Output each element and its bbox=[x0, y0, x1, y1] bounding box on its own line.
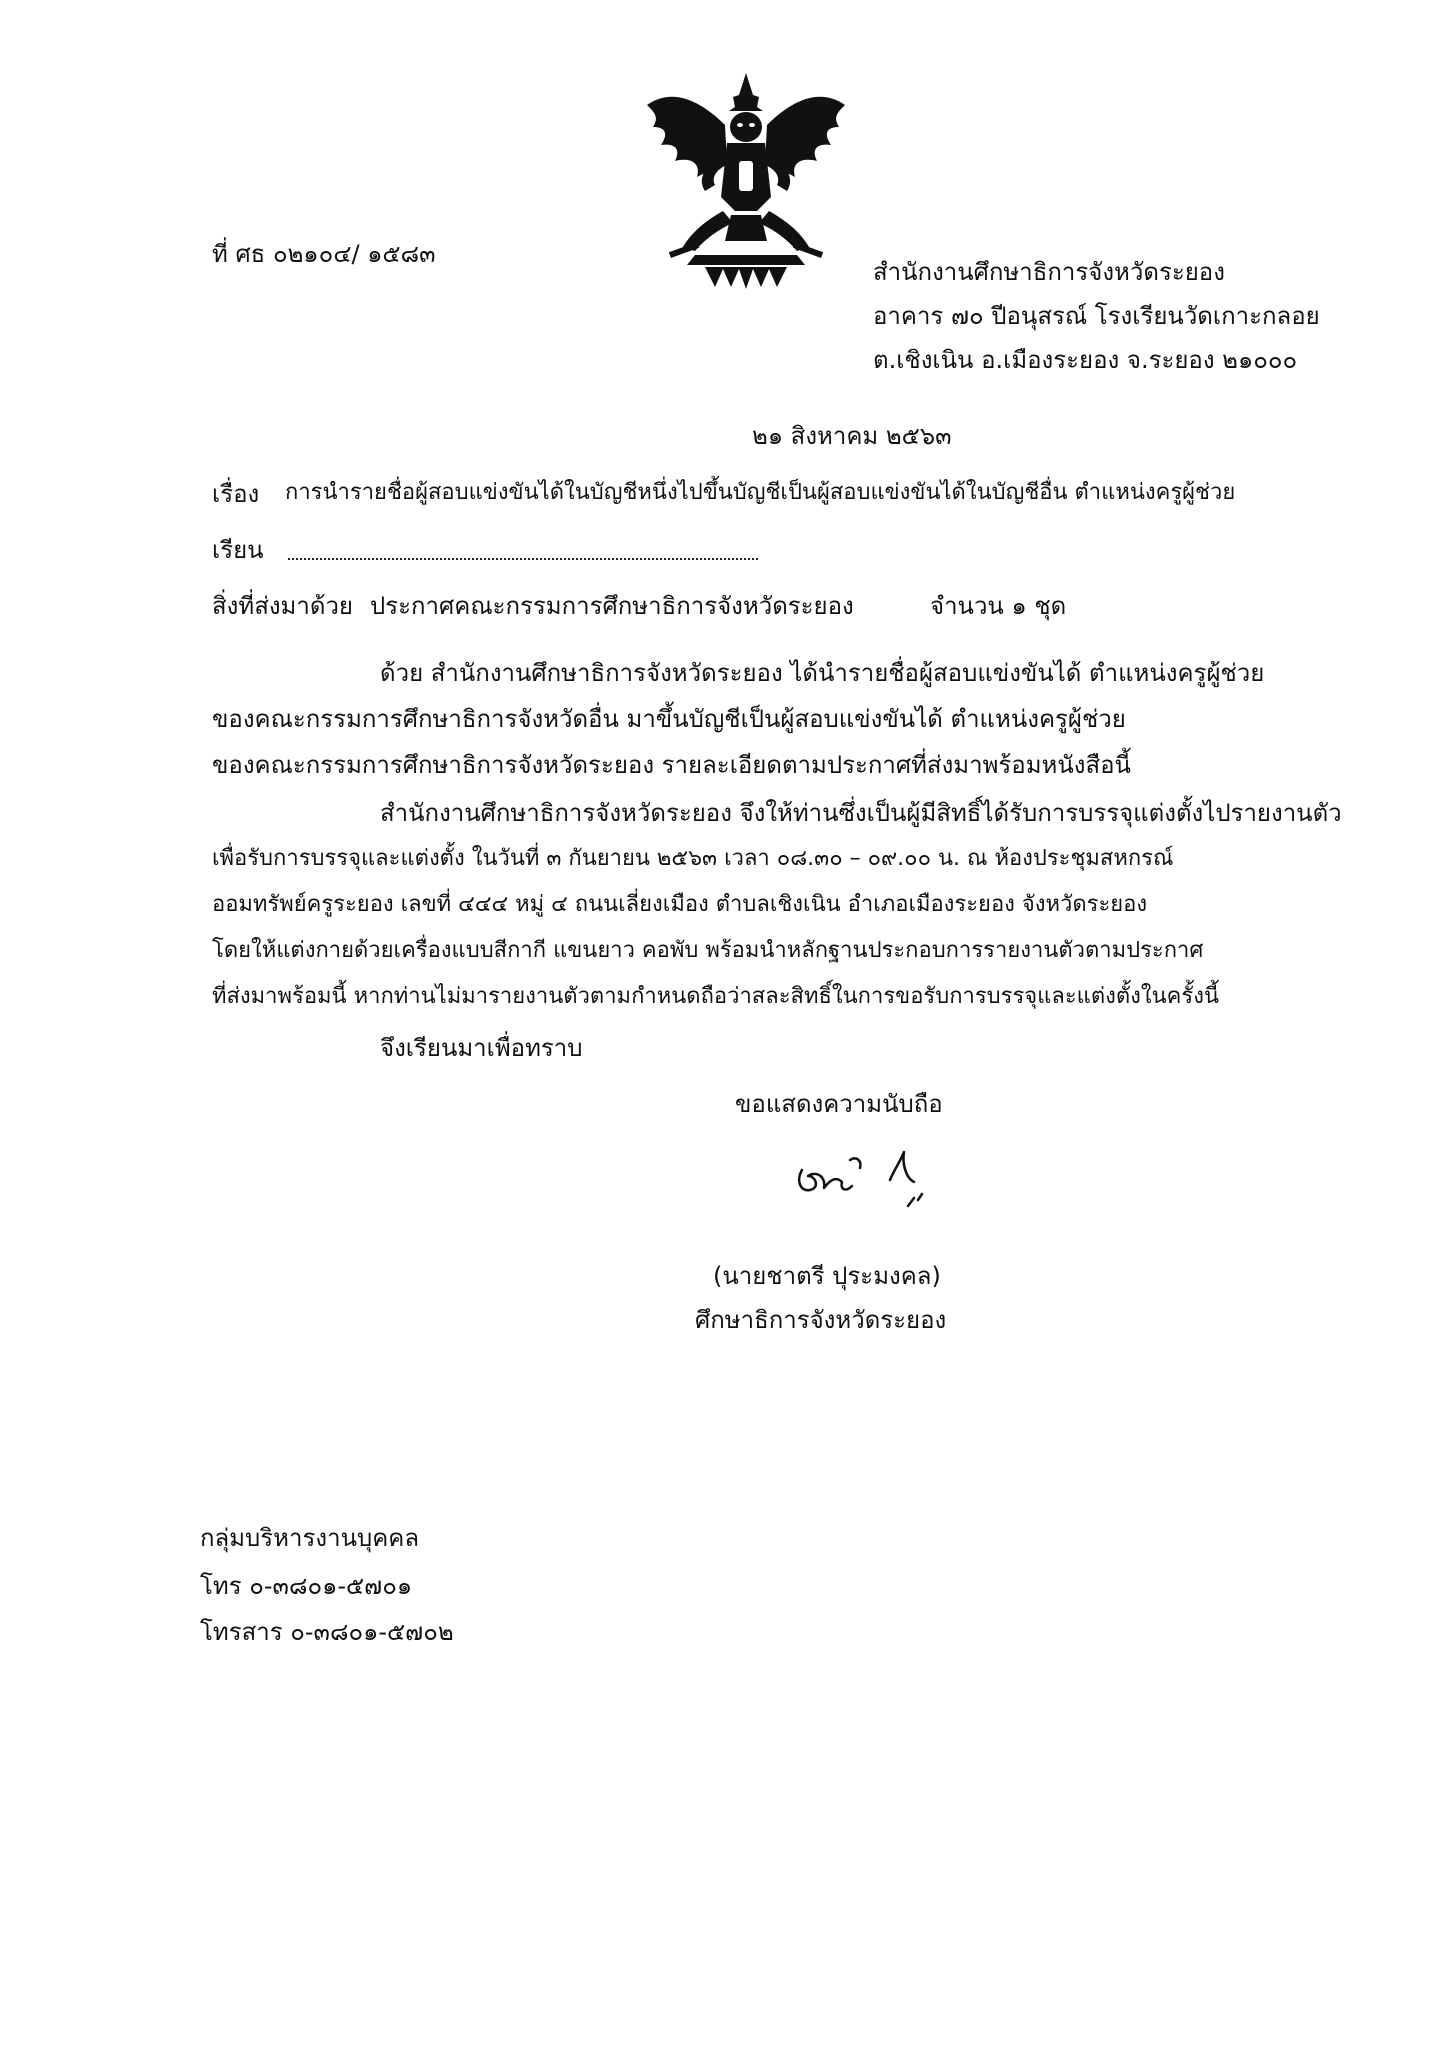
footer-phone: โทร ๐-๓๘๐๑-๕๗๐๑ bbox=[200, 1572, 413, 1600]
enclosure-text: ประกาศคณะกรรมการศึกษาธิการจังหวัดระยอง bbox=[370, 592, 854, 620]
recipient-label: เรียน bbox=[212, 536, 264, 564]
footer-fax: โทรสาร ๐-๓๘๐๑-๕๗๐๒ bbox=[200, 1618, 454, 1646]
paragraph-1-line: ของคณะกรรมการศึกษาธิการจังหวัดระยอง รายละเอียดตามประกาศที่ส่งมาพร้อมหนังสือนี้ bbox=[212, 751, 1131, 779]
signer-name: (นายชาตรี ปุระมงคล) bbox=[713, 1262, 941, 1290]
paragraph-1-line: ของคณะกรรมการศึกษาธิการจังหวัดอื่น มาขึ้นบัญชีเป็นผู้สอบแข่งขันได้ ตำแหน่งครูผู้ช่วย bbox=[212, 705, 1126, 733]
closing-line: จึงเรียนมาเพื่อทราบ bbox=[380, 1034, 583, 1062]
sender-address-line-3: ต.เชิงเนิน อ.เมืองระยอง จ.ระยอง ๒๑๐๐๐ bbox=[873, 346, 1298, 374]
subject-label: เรื่อง bbox=[212, 480, 260, 508]
body-paragraph-1 bbox=[212, 650, 1322, 788]
paragraph-1-line: ด้วย สำนักงานศึกษาธิการจังหวัดระยอง ได้นำรายชื่อผู้สอบแข่งขันได้ ตำแหน่งครูผู้ช่วย bbox=[380, 659, 1265, 687]
enclosure-label: สิ่งที่ส่งมาด้วย bbox=[212, 592, 353, 620]
signer-title: ศึกษาธิการจังหวัดระยอง bbox=[695, 1306, 947, 1334]
sender-office-name: สำนักงานศึกษาธิการจังหวัดระยอง bbox=[873, 258, 1225, 286]
sender-address-line-2: อาคาร ๗๐ ปีอนุสรณ์ โรงเรียนวัดเกาะกลอย bbox=[873, 302, 1320, 330]
garuda-emblem-icon bbox=[635, 65, 857, 290]
salutation: ขอแสดงความนับถือ bbox=[735, 1090, 943, 1118]
handwritten-signature bbox=[790, 1140, 940, 1210]
paragraph-2-line: ออมทรัพย์ครูระยอง เลขที่ ๔๔๔ หมู่ ๔ ถนนเลี่ยงเมือง ตำบลเชิงเนิน อำเภอเมืองระยอง จังหวัดระยอง bbox=[212, 892, 1148, 917]
body-paragraph-2 bbox=[212, 790, 1342, 1020]
letter-date: ๒๑ สิงหาคม ๒๕๖๓ bbox=[752, 422, 952, 450]
paragraph-2-line: เพื่อรับการบรรจุและแต่งตั้ง ในวันที่ ๓ กันยายน ๒๕๖๓ เวลา ๐๘.๓๐ – ๐๙.๐๐ น. ณ ห้องประชุมสหกรณ์ bbox=[212, 846, 1174, 871]
paragraph-2-line: สำนักงานศึกษาธิการจังหวัดระยอง จึงให้ท่านซึ่งเป็นผู้มีสิทธิ์ได้รับการบรรจุแต่งตั้งไปรายงานตัว bbox=[380, 799, 1342, 827]
footer-department: กลุ่มบริหารงานบุคคล bbox=[200, 1524, 420, 1552]
paragraph-2-line: โดยให้แต่งกายด้วยเครื่องแบบสีกากี แขนยาว คอพับ พร้อมนำหลักฐานประกอบการรายงานตัวตามประกาศ bbox=[212, 938, 1204, 963]
paragraph-2-line: ที่ส่งมาพร้อมนี้ หากท่านไม่มารายงานตัวตามกำหนดถือว่าสละสิทธิ์ในการขอรับการบรรจุและแต่งตั้งในครั้งนี้ bbox=[212, 984, 1219, 1009]
enclosure-count: จำนวน ๑ ชุด bbox=[930, 592, 1067, 620]
recipient-blank-line bbox=[288, 558, 758, 560]
subject-text: การนำรายชื่อผู้สอบแข่งขันได้ในบัญชีหนึ่งไปขึ้นบัญชีเป็นผู้สอบแข่งขันได้ในบัญชีอื่น ตำแหน่งครูผู้ช่วย bbox=[285, 480, 1236, 505]
reference-number: ที่ ศธ ๐๒๑๐๔/ ๑๕๘๓ bbox=[212, 240, 436, 268]
